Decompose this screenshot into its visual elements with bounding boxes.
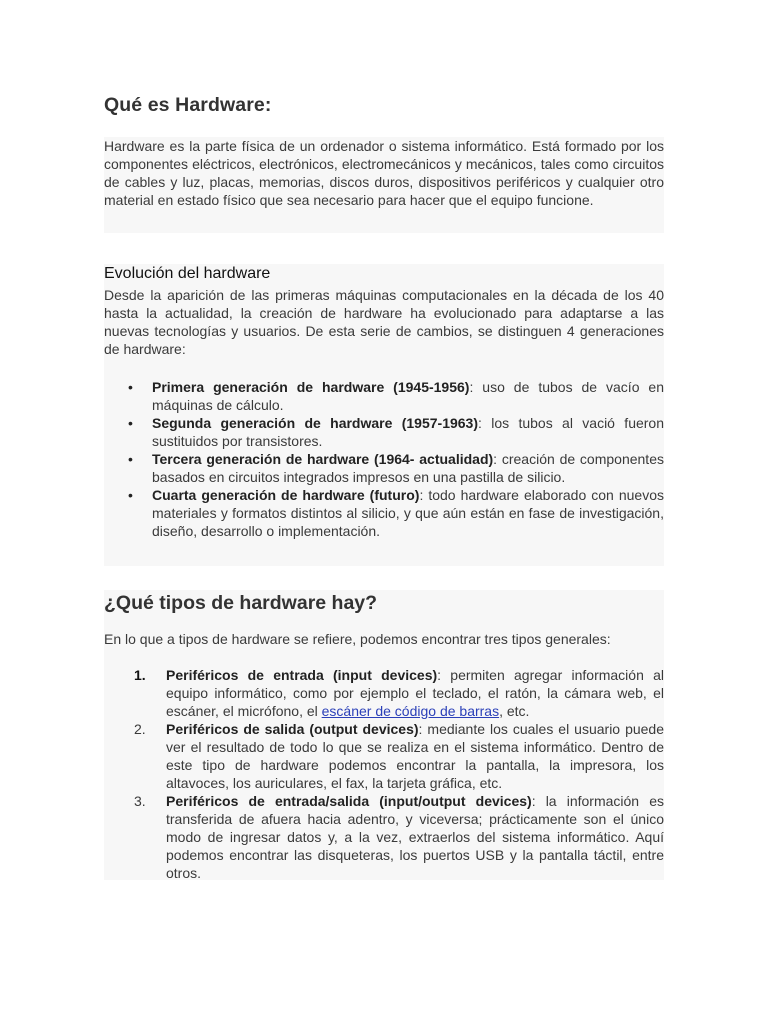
generation-text: : creación de componentes basados en circuitos integrados impresos en una pastilla de silicio. [152,451,664,485]
types-list [104,666,664,882]
generation-term: Tercera generación de hardware (1964- actualidad) [152,451,494,467]
list-item [104,666,664,720]
list-number: 1. [134,667,146,683]
types-block [104,590,664,880]
bullet-icon: • [128,379,133,395]
bullet-icon: • [128,415,133,431]
type-term: Periféricos de entrada/salida (input/output devices) [166,793,532,809]
list-item [104,378,664,414]
generation-text: : todo hardware elaborado con nuevos materiales y formatos distintos al silicio, y que aún están en fase de investigación, diseño, desarrollo o implementación. [152,487,664,539]
heading-evolucion: Evolución del hardware [104,265,271,282]
generation-term: Primera generación de hardware (1945-1956) [152,379,470,395]
list-item [104,414,664,450]
generation-text: : uso de tubos de vacío en máquinas de cálculo. [152,379,664,413]
list-item [104,450,664,486]
list-number: 2. [134,721,146,737]
list-item [104,486,664,540]
list-item [104,720,664,792]
type-term: Periféricos de salida (output devices) [166,721,419,737]
evolution-paragraph: Desde la aparición de las primeras máquinas computacionales en la década de los 40 hasta la actualidad, la creación de hardware ha evolucionado para adaptarse a las nuevas tecnologías y usuarios. De esta serie de cambios, se distinguen 4 generaciones de hardware: [104,287,664,357]
bullet-icon: • [128,487,133,503]
intro-block [104,137,664,233]
intro-paragraph: Hardware es la parte física de un ordenador o sistema informático. Está formado por los componentes eléctricos, electrónicos, electromecánicos y mecánicos, tales como circuitos de cables y luz, placas, memorias, discos duros, dispositivos periféricos y cualquier otro material en estado físico que sea necesario para hacer que el equipo funcione. [104,138,664,208]
type-text: : permiten agregar información al equipo informático, como por ejemplo el teclado, el ratón, la cámara web, el escáner, el micrófono, el [166,667,664,719]
barcode-scanner-link[interactable]: escáner de código de barras [321,703,500,719]
heading-tipos-hardware: ¿Qué tipos de hardware hay? [104,592,378,614]
generation-term: Cuarta generación de hardware (futuro) [152,487,420,503]
generation-term: Segunda generación de hardware (1957-1963) [152,415,479,431]
evolution-block [104,264,664,566]
type-text: : la información es transferida de afuera hacia adentro, y viceversa; prácticamente son el único modo de ingresar datos y, a la vez, extraerlos del sistema informático. Aquí podemos encontrar las disqueteras, los puertos USB y la pantalla táctil, entre otros. [166,793,664,881]
types-intro: En lo que a tipos de hardware se refiere, podemos encontrar tres tipos generales: [104,631,611,647]
bullet-icon: • [128,451,133,467]
type-text: : mediante los cuales el usuario puede ver el resultado de todo lo que se realiza en el sistema informático. Dentro de este tipo de hardware podemos encontrar la pantalla, la impresora, los altavoces, los auriculares, el fax, la tarjeta gráfica, etc. [166,721,665,791]
type-text-end: , etc. [499,703,530,719]
type-term: Periféricos de entrada (input devices) [166,667,438,683]
heading-que-es-hardware: Qué es Hardware: [104,94,272,116]
generations-list [104,378,664,540]
list-item [104,792,664,882]
generation-text: : los tubos al vació fueron sustituidos por transistores. [152,415,664,449]
list-number: 3. [134,793,146,809]
